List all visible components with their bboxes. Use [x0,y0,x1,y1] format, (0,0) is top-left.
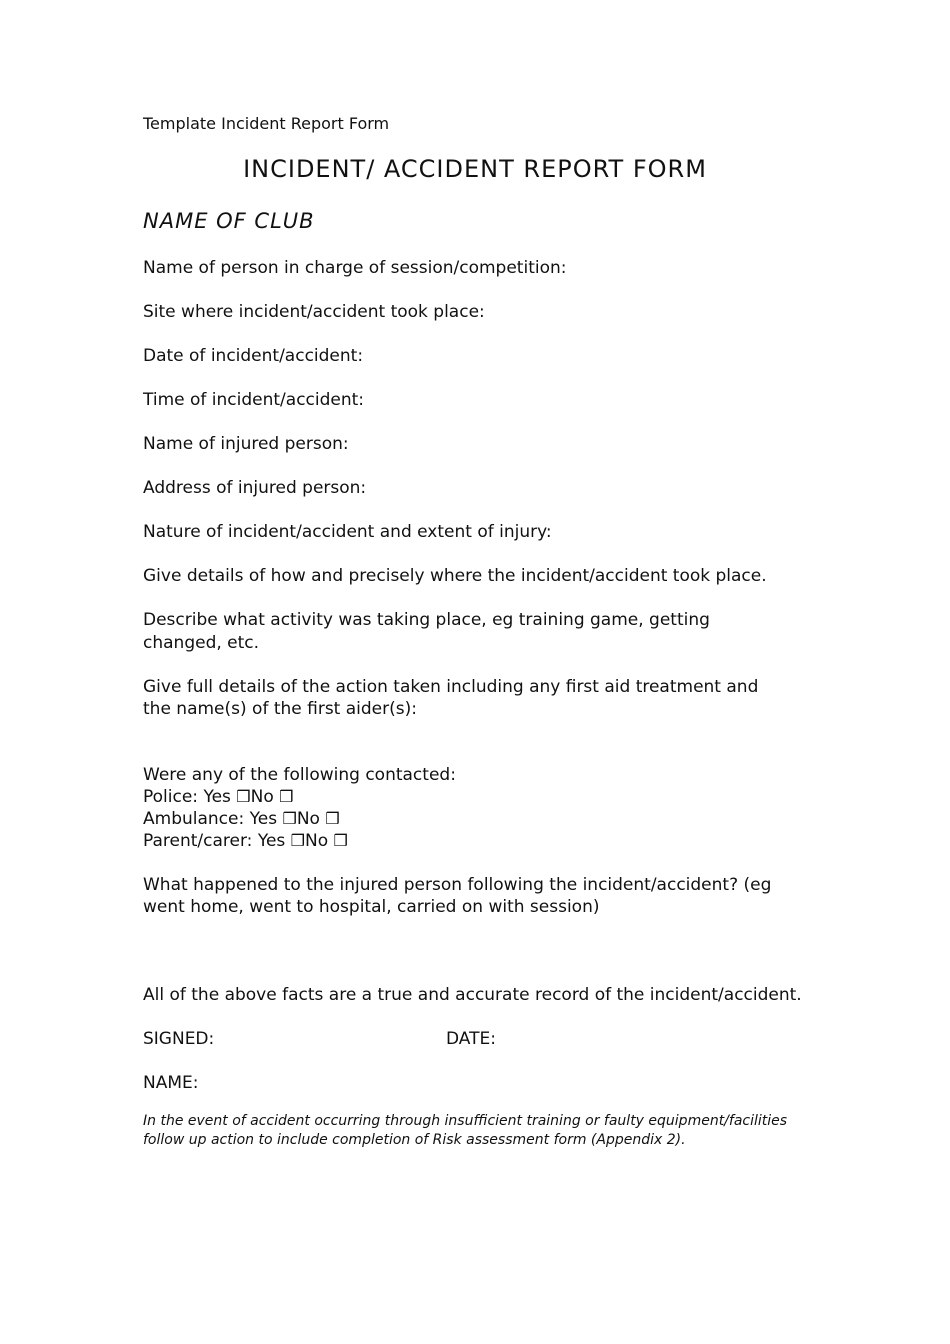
field-time: Time of incident/accident: [143,390,365,410]
police-no-checkbox[interactable]: ❒ [279,787,294,806]
outcome-line2: went home, went to hospital, carried on with session) [143,897,600,917]
footnote [143,1112,793,1150]
field-injured-address: Address of injured person: [143,478,367,498]
field-nature: Nature of incident/accident and extent of injury: [143,522,552,542]
parent-yes-label: Yes [257,831,286,851]
ambulance-label: Ambulance: [143,809,245,829]
field-site: Site where incident/accident took place: [143,302,485,322]
field-injured-name: Name of injured person: [143,434,349,454]
ambulance-yes-checkbox[interactable]: ❒ [282,809,297,828]
club-name-heading: NAME OF CLUB [143,209,315,233]
ambulance-no-label: No [296,809,320,829]
parent-row [143,830,348,852]
outcome-line1: What happened to the injured person following the incident/accident? (eg [143,875,772,895]
field-how-where: Give details of how and precisely where the incident/accident took place. [143,566,767,586]
page-title: INCIDENT/ ACCIDENT REPORT FORM [243,155,707,183]
police-yes-checkbox[interactable]: ❒ [236,787,251,806]
ambulance-yes-label: Yes [249,809,278,829]
field-action-line2: the name(s) of the first aider(s): [143,699,417,719]
police-row [143,786,294,808]
field-activity-line1: Describe what activity was taking place, eg training game, getting [143,610,710,630]
parent-no-checkbox[interactable]: ❒ [333,831,348,850]
signed-label: SIGNED: [143,1029,215,1049]
declaration: All of the above facts are a true and accurate record of the incident/accident. [143,985,802,1005]
field-date: Date of incident/accident: [143,346,364,366]
parent-label: Parent/carer: [143,831,253,851]
contacted-heading: Were any of the following contacted: [143,765,456,785]
police-no-label: No [250,787,274,807]
field-activity-line2: changed, etc. [143,633,260,653]
footnote-line2: follow up action to include completion of Risk assessment form (Appendix 2). [143,1132,686,1148]
ambulance-no-checkbox[interactable]: ❒ [325,809,340,828]
field-person-in-charge: Name of person in charge of session/competition: [143,258,567,278]
document-label: Template Incident Report Form [143,114,390,133]
ambulance-row [143,808,340,830]
parent-yes-checkbox[interactable]: ❒ [290,831,306,850]
date-label: DATE: [446,1029,496,1049]
police-yes-label: Yes [203,787,231,807]
field-action-line1: Give full details of the action taken including any first aid treatment and [143,677,759,697]
police-label: Police: [143,787,199,807]
name-label: NAME: [143,1073,199,1093]
footnote-line1: In the event of accident occurring through insufficient training or faulty equipment/facilities [143,1113,788,1129]
parent-no-label: No [305,831,329,851]
